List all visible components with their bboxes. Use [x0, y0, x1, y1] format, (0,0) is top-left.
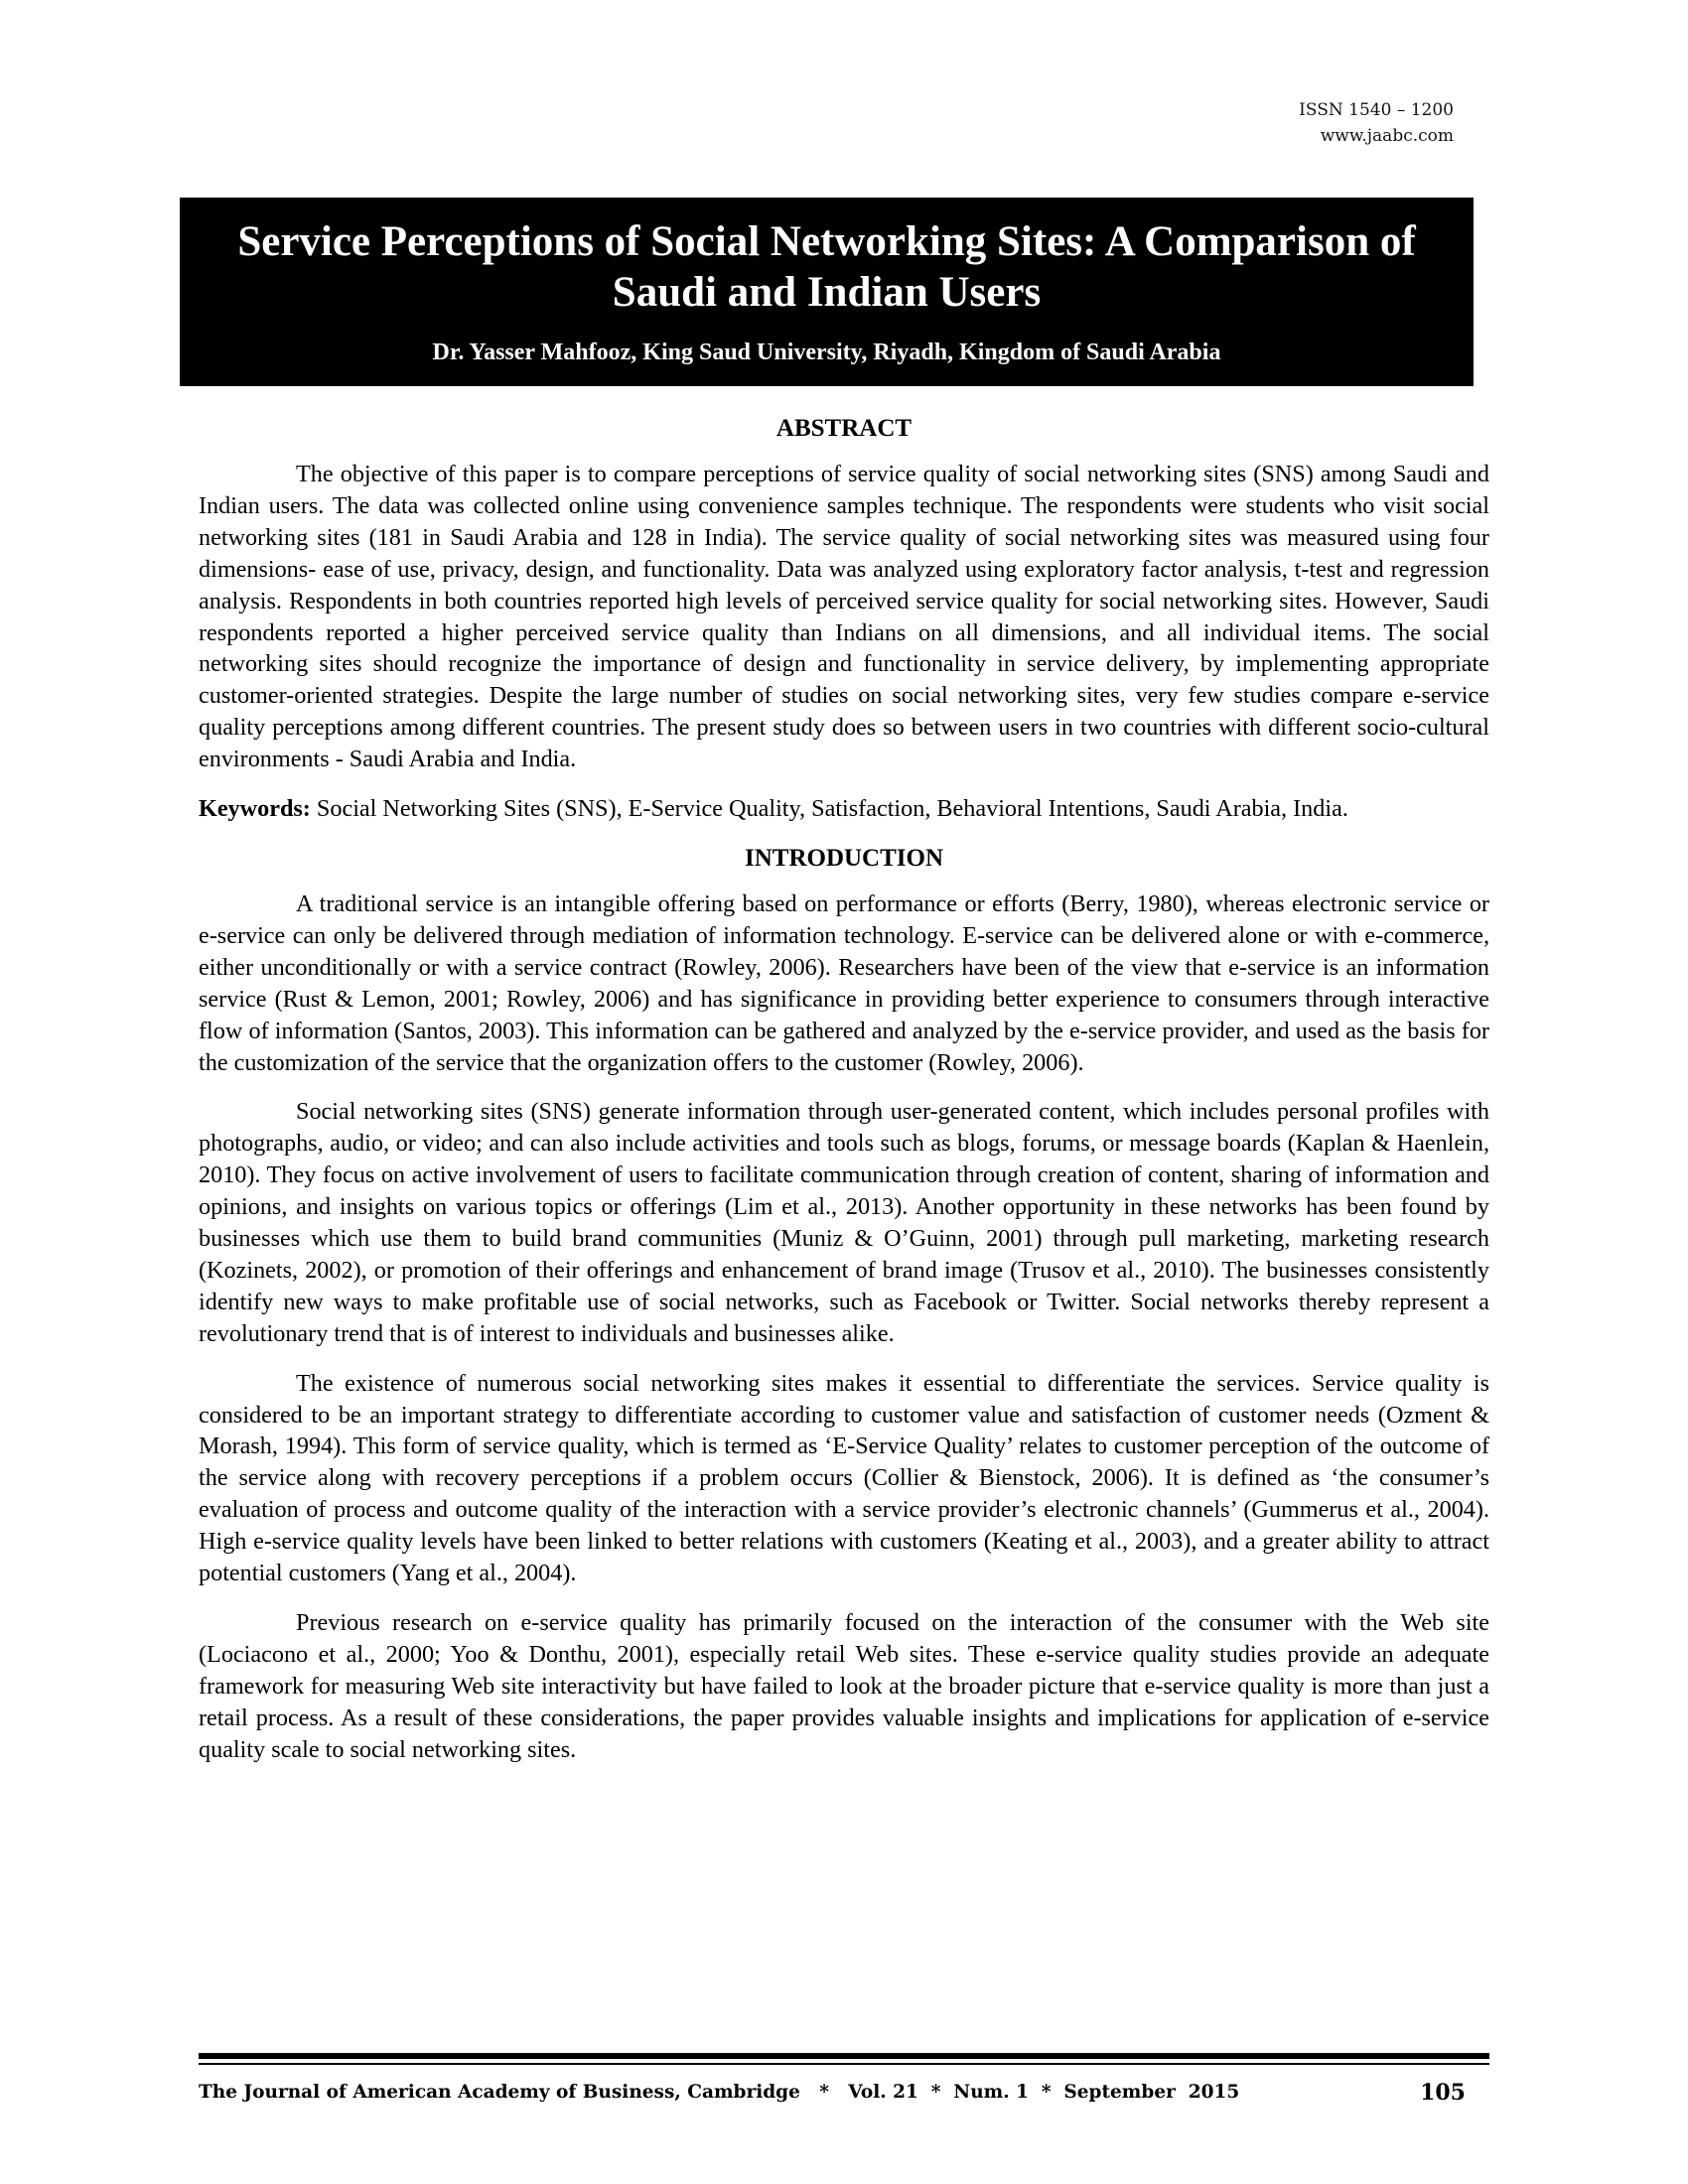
footer-journal-line: The Journal of American Academy of Business, Cambridge * Vol. 21 * Num. 1 * September 2015	[199, 2082, 1240, 2103]
footer-rule-thin	[199, 2063, 1489, 2065]
keywords	[199, 793, 1489, 825]
intro-paragraph: A traditional service is an intangible offering based on performance or efforts (Berry, 1980), whereas electronic service or e-service can only be delivered through mediation of information technology. E-service can be delivered alone or with e-commerce, either unconditionally or with a service contract (Rowley, 2006). Researchers have been of the view that e-service is an information service (Rust & Lemon, 2001; Rowley, 2006) and has significance in providing better experience to consumers through interactive flow of information (Santos, 2003). This information can be gathered and analyzed by the e-service provider, and used as the basis for the customization of the service that the organization offers to the customer (Rowley, 2006).	[199, 889, 1489, 1076]
page-body	[199, 407, 1489, 1784]
footer-rule-thick	[199, 2053, 1489, 2059]
intro-paragraph: Previous research on e-service quality has primarily focused on the interaction of the consumer with the Web site (Lociacono et al., 2000; Yoo & Donthu, 2001), especially retail Web sites. These e-service quality studies provide an adequate framework for measuring Web site interactivity but have failed to look at the broader picture that e-service quality is more than just a retail process. As a result of these considerations, the paper provides valuable insights and implications for application of e-service quality scale to social networking sites.	[199, 1609, 1489, 1763]
page-footer	[199, 2076, 1489, 2110]
intro-paragraph: The existence of numerous social networking sites makes it essential to differentiate the services. Service quality is considered to be an important strategy to differentiate according to customer value and satisfaction of customer needs (Ozment & Morash, 1994). This form of service quality, which is termed as ‘E-Service Quality’ relates to customer perception of the outcome of the service along with recovery perceptions if a problem occurs (Collier & Bienstock, 2006). It is defined as ‘the consumer’s evaluation of process and outcome quality of the interaction with a service provider’s electronic channels’ (Gummerus et al., 2004). High e-service quality levels have been linked to better relations with customers (Keating et al., 2003), and a greater ability to attract potential customers (Yang et al., 2004).	[199, 1369, 1489, 1587]
issn-number: ISSN 1540 – 1200	[1299, 100, 1454, 120]
journal-website: www.jaabc.com	[1320, 126, 1454, 146]
paper-title: Service Perceptions of Social Networking Sites: A Comparison of Saudi and Indian Users	[237, 218, 1416, 316]
issn-header	[1299, 97, 1454, 149]
abstract-text: The objective of this paper is to compare perceptions of service quality of social networking sites (SNS) among Saudi and Indian users. The data was collected online using convenience samples technique. The respondents were students who visit social networking sites (181 in Saudi Arabia and 128 in India). The service quality of social networking sites was measured using four dimensions- ease of use, privacy, design, and functionality. Data was analyzed using exploratory factor analysis, t-test and regression analysis. Respondents in both countries reported high levels of perceived service quality for social networking sites. However, Saudi respondents reported a higher perceived service quality than Indians on all dimensions, and all individual items. The social networking sites should recognize the importance of design and functionality in service delivery, by implementing appropriate customer-oriented strategies. Despite the large number of studies on social networking sites, very few studies compare e-service quality perceptions among different countries. The present study does so between users in two countries with different socio-cultural environments - Saudi Arabia and India.	[199, 461, 1489, 773]
keywords-text: Social Networking Sites (SNS), E-Service Quality, Satisfaction, Behavioral Intentions, Saudi Arabia, India.	[316, 795, 1348, 823]
author-affiliation: Dr. Yasser Mahfooz, King Saud University, Riyadh, Kingdom of Saudi Arabia	[432, 340, 1221, 365]
introduction-heading: INTRODUCTION	[744, 844, 944, 872]
intro-paragraph: Social networking sites (SNS) generate information through user-generated content, which includes personal profiles with photographs, audio, or video; and can also include activities and tools such as blogs, forums, or message boards (Kaplan & Haenlein, 2010). They focus on active involvement of users to facilitate communication through creation of content, sharing of information and opinions, and insights on various topics or offerings (Lim et al., 2013). Another opportunity in these networks has been found by businesses which use them to build brand communities (Muniz & O’Guinn, 2001) through pull marketing, marketing research (Kozinets, 2002), or promotion of their offerings and enhancement of brand image (Trusov et al., 2010). The businesses consistently identify new ways to make profitable use of social networks, such as Facebook or Twitter. Social networks thereby represent a revolutionary trend that is of interest to individuals and businesses alike.	[199, 1098, 1489, 1347]
abstract-heading: ABSTRACT	[775, 415, 913, 442]
title-block	[180, 198, 1474, 386]
page-number: 105	[1420, 2080, 1466, 2106]
keywords-label: Keywords:	[199, 795, 311, 823]
